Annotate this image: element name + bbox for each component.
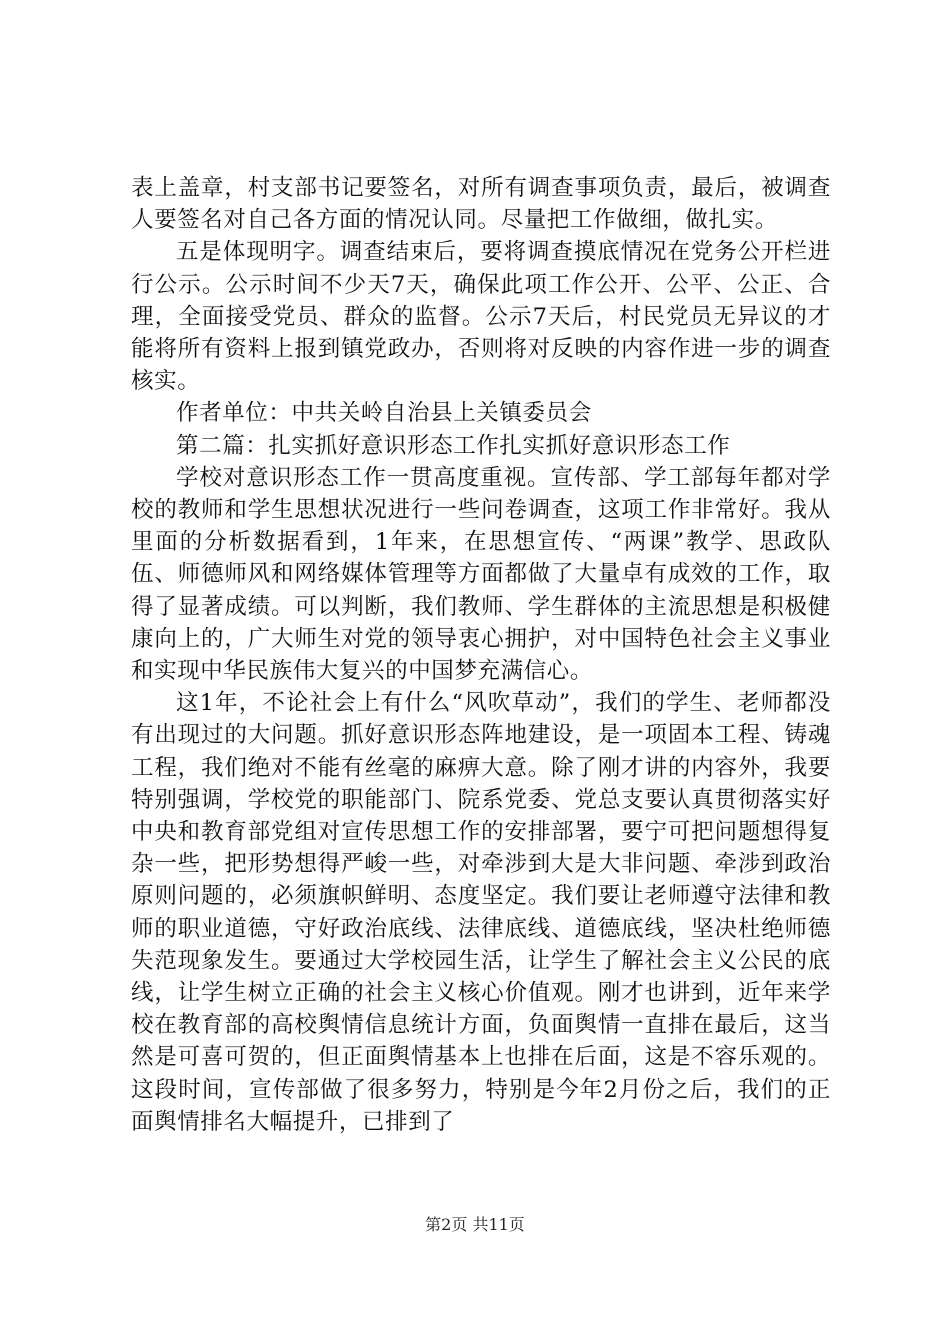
document-body <box>131 172 831 1138</box>
page-number-footer: 第2页 共11页 <box>425 1215 525 1234</box>
author-unit: 作者单位：中共关岭自治县上关镇委员会 <box>176 400 592 427</box>
paragraph-continuation: 表上盖章，村支部书记要签名，对所有调查事项负责，最后，被调查人要签名对自己各方面的情况认同。尽量把工作做细，做扎实。 <box>131 175 831 234</box>
paragraph-this-year: 这1年，不论社会上有什么“风吹草动”，我们的学生、老师都没有出现过的大问题。抓好意识形态阵地建设，是一项固本工程、铸魂工程，我们绝对不能有丝毫的麻痹大意。除了刚才讲的内容外，我要特别强调，学校党的职能部门、院系党委、党总支要认真贯彻落实好中央和教育部党组对宣传思想工作的安排部署，要宁可把问题想得复杂一些，把形势想得严峻一些，对牵涉到大是大非问题、牵涉到政治原则问题的，必须旗帜鲜明、态度坚定。我们要让老师遵守法律和教师的职业道德，守好政治底线、法律底线、道德底线，坚决杜绝师德失范现象发生。要通过大学校园生活，让学生了解社会主义公民的底线，让学生树立正确的社会主义核心价值观。刚才也讲到，近年来学校在教育部的高校舆情信息统计方面，负面舆情一直排在最后，这当然是可喜可贺的，但正面舆情基本上也排在后面，这是不容乐观的。这段时间，宣传部做了很多努力，特别是今年2月份之后，我们的正面舆情排名大幅提升，已排到了 <box>131 690 831 1135</box>
section-heading: 第二篇：扎实抓好意识形态工作扎实抓好意识形态工作 <box>176 432 731 459</box>
paragraph-publicity: 五是体现明字。调查结束后，要将调查摸底情况在党务公开栏进行公示。公示时间不少天7天，确保此项工作公开、公平、公正、合理，全面接受党员、群众的监督。公示7天后，村民党员无异议的才能将所有资料上报到镇党政办，否则将对反映的内容作进一步的调查核实。 <box>131 239 831 395</box>
paragraph-school-ideology: 学校对意识形态工作一贯高度重视。宣传部、学工部每年都对学校的教师和学生思想状况进行一些问卷调查，这项工作非常好。我从里面的分析数据看到，1年来，在思想宣传、“两课”教学、思政队伍、师德师风和网络媒体管理等方面都做了大量卓有成效的工作，取得了显著成绩。可以判断，我们教师、学生群体的主流思想是积极健康向上的，广大师生对党的领导衷心拥护，对中国特色社会主义事业和实现中华民族伟大复兴的中国梦充满信心。 <box>131 464 831 685</box>
